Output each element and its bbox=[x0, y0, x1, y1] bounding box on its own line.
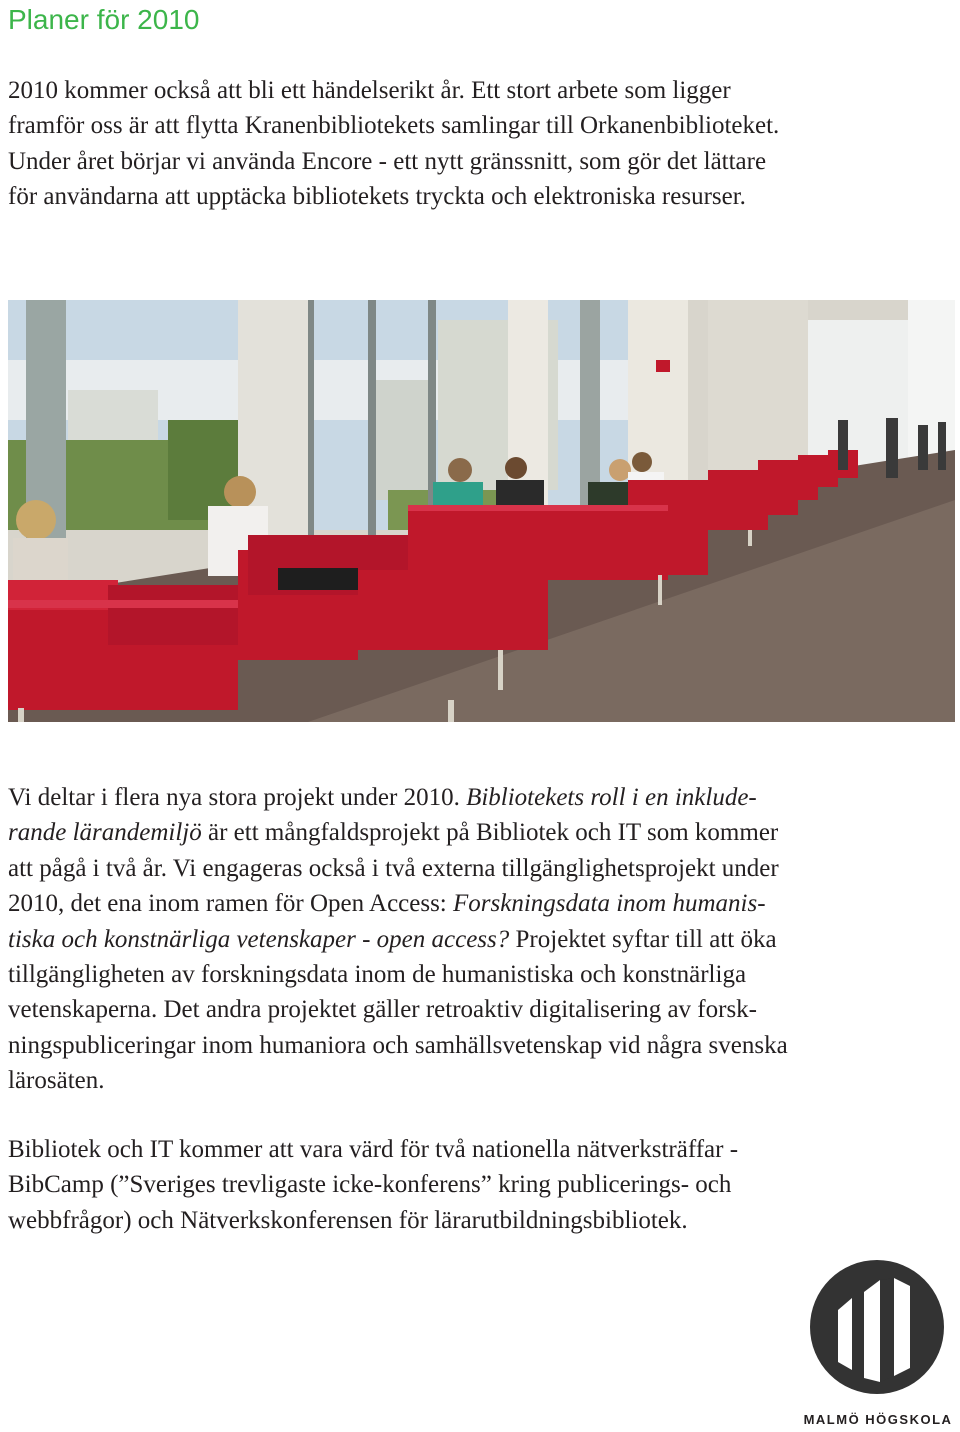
text-run: Projektet syftar till att öka bbox=[509, 925, 777, 953]
text-line bbox=[8, 815, 948, 850]
project-title: rande lärandemiljö bbox=[8, 819, 202, 847]
projects-paragraph bbox=[8, 780, 948, 1099]
network-paragraph bbox=[8, 1132, 948, 1238]
text-run: Vi deltar i flera nya stora projekt under 2010. bbox=[8, 784, 467, 811]
project-title: Forskningsdata inom humanis- bbox=[453, 890, 766, 918]
text-line: att pågå i två år. Vi engageras också i två externa tillgänglighetsprojekt under bbox=[8, 854, 779, 882]
text-line: Bibliotek och IT kommer att vara värd för två nationella nätverksträffar - bbox=[8, 1136, 739, 1163]
text-line bbox=[8, 780, 948, 815]
text-line: 2010 kommer också att bli ett händelserikt år. Ett stort arbete som ligger bbox=[8, 77, 731, 104]
text-line: vetenskaperna. Det andra projektet gäller retroaktiv digitalisering av forsk- bbox=[8, 996, 758, 1024]
text-line: framför oss är att flytta Kranenbibliotekets samlingar till Orkanenbiblioteket. bbox=[8, 112, 780, 140]
malmo-hogskola-logo bbox=[808, 1258, 946, 1396]
text-run: är ett mångfaldsprojekt på Bibliotek och IT som kommer bbox=[201, 819, 779, 847]
text-run: 2010, det ena inom ramen för Open Access: bbox=[8, 890, 454, 918]
logo-wordmark: MALMÖ HÖGSKOLA bbox=[803, 1412, 953, 1427]
text-line: tillgängligheten av forskningsdata inom de humanistiska och konstnärliga bbox=[8, 961, 747, 989]
text-line bbox=[8, 886, 948, 921]
project-title: Bibliotekets roll i en inklude- bbox=[466, 784, 757, 811]
intro-paragraph bbox=[8, 73, 948, 215]
text-line bbox=[8, 922, 948, 957]
library-lounge-photo bbox=[8, 300, 955, 722]
text-line: lärosäten. bbox=[8, 1067, 105, 1095]
text-line: för användarna att upptäcka bibliotekets tryckta och elektroniska resurser. bbox=[8, 183, 746, 211]
text-line: webbfrågor) och Nätverkskonferensen för lärarutbildningsbibliotek. bbox=[8, 1206, 688, 1234]
project-title: tiska och konstnärliga vetenskaper - open access? bbox=[8, 925, 510, 953]
page-title: Planer för 2010 bbox=[8, 4, 200, 35]
text-line: ningspubliceringar inom humaniora och samhällsvetenskap vid några svenska bbox=[8, 1031, 788, 1059]
text-line: BibCamp (”Sveriges trevligaste icke-konferens” kring publicerings- och bbox=[8, 1171, 732, 1199]
text-line: Under året börjar vi använda Encore - ett nytt gränssnitt, som gör det lättare bbox=[8, 147, 767, 175]
